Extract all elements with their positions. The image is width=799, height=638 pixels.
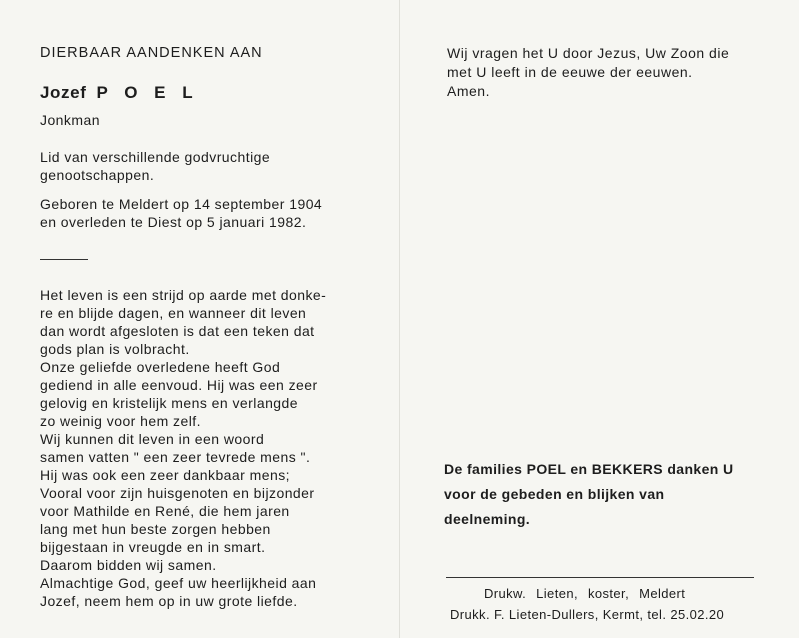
text-line: gediend in alle eenvoud. Hij was een zeer [40,377,318,393]
text-line: zo weinig voor hem zelf. [40,413,201,429]
life-dates [40,195,322,231]
card-heading: DIERBAAR AANDENKEN AAN [40,45,263,61]
text-line: Vooral voor zijn huisgenoten en bijzonder [40,485,315,501]
text-line: Onze geliefde overledene heeft God [40,359,281,375]
death-line: en overleden te Diest op 5 januari 1982. [40,214,307,230]
birth-line: Geboren te Meldert op 14 september 1904 [40,196,323,212]
printer-credits [450,583,724,625]
deceased-name [40,84,199,102]
surname: P O E L [96,83,199,102]
text-line: De families POEL en BEKKERS danken U [444,461,734,477]
text-line: met U leeft in de eeuwe der eeuwen. [447,64,693,80]
printer-line: Drukk. F. Lieten-Dullers, Kermt, tel. 25.02.20 [450,607,725,622]
text-line: Hij was ook een zeer dankbaar mens; [40,467,290,483]
text-line: Wij vragen het U door Jezus, Uw Zoon die [447,45,730,61]
printer-divider [446,577,754,578]
text-line: genootschappen. [40,167,155,183]
membership-text [40,148,270,184]
text-line: lang met hun beste zorgen hebben [40,521,271,537]
prayer-text [447,44,729,101]
text-line: bijgestaan in vreugde en in smart. [40,539,266,555]
text-line: Het leven is een strijd op aarde met donke- [40,287,327,303]
text-line: re en blijde dagen, en wanneer dit leven [40,305,307,321]
text-line: Jozef, neem hem op in uw grote liefde. [40,593,298,609]
text-line: deelneming. [444,511,531,527]
text-line: samen vatten " een zeer tevrede mens ". [40,449,311,465]
section-divider [40,259,88,260]
text-line: voor Mathilde en René, die hem jaren [40,503,290,519]
text-line: Amen. [447,83,490,99]
marital-status: Jonkman [40,112,100,128]
text-line: gods plan is volbracht. [40,341,190,357]
text-line: dan wordt afgesloten is dat een teken dat [40,323,315,339]
text-line: Wij kunnen dit leven in een woord [40,431,265,447]
first-name: Jozef [40,83,87,102]
text-line: Daarom bidden wij samen. [40,557,217,573]
text-line: voor de gebeden en blijken van [444,486,665,502]
biography-text [40,286,326,610]
text-line: Lid van verschillende godvruchtige [40,149,271,165]
printer-line: Drukw. Lieten, koster, Meldert [484,586,686,601]
family-thanks [444,457,734,532]
text-line: Almachtige God, geef uw heerlijkheid aan [40,575,317,591]
text-line: gelovig en kristelijk mens en verlangde [40,395,299,411]
